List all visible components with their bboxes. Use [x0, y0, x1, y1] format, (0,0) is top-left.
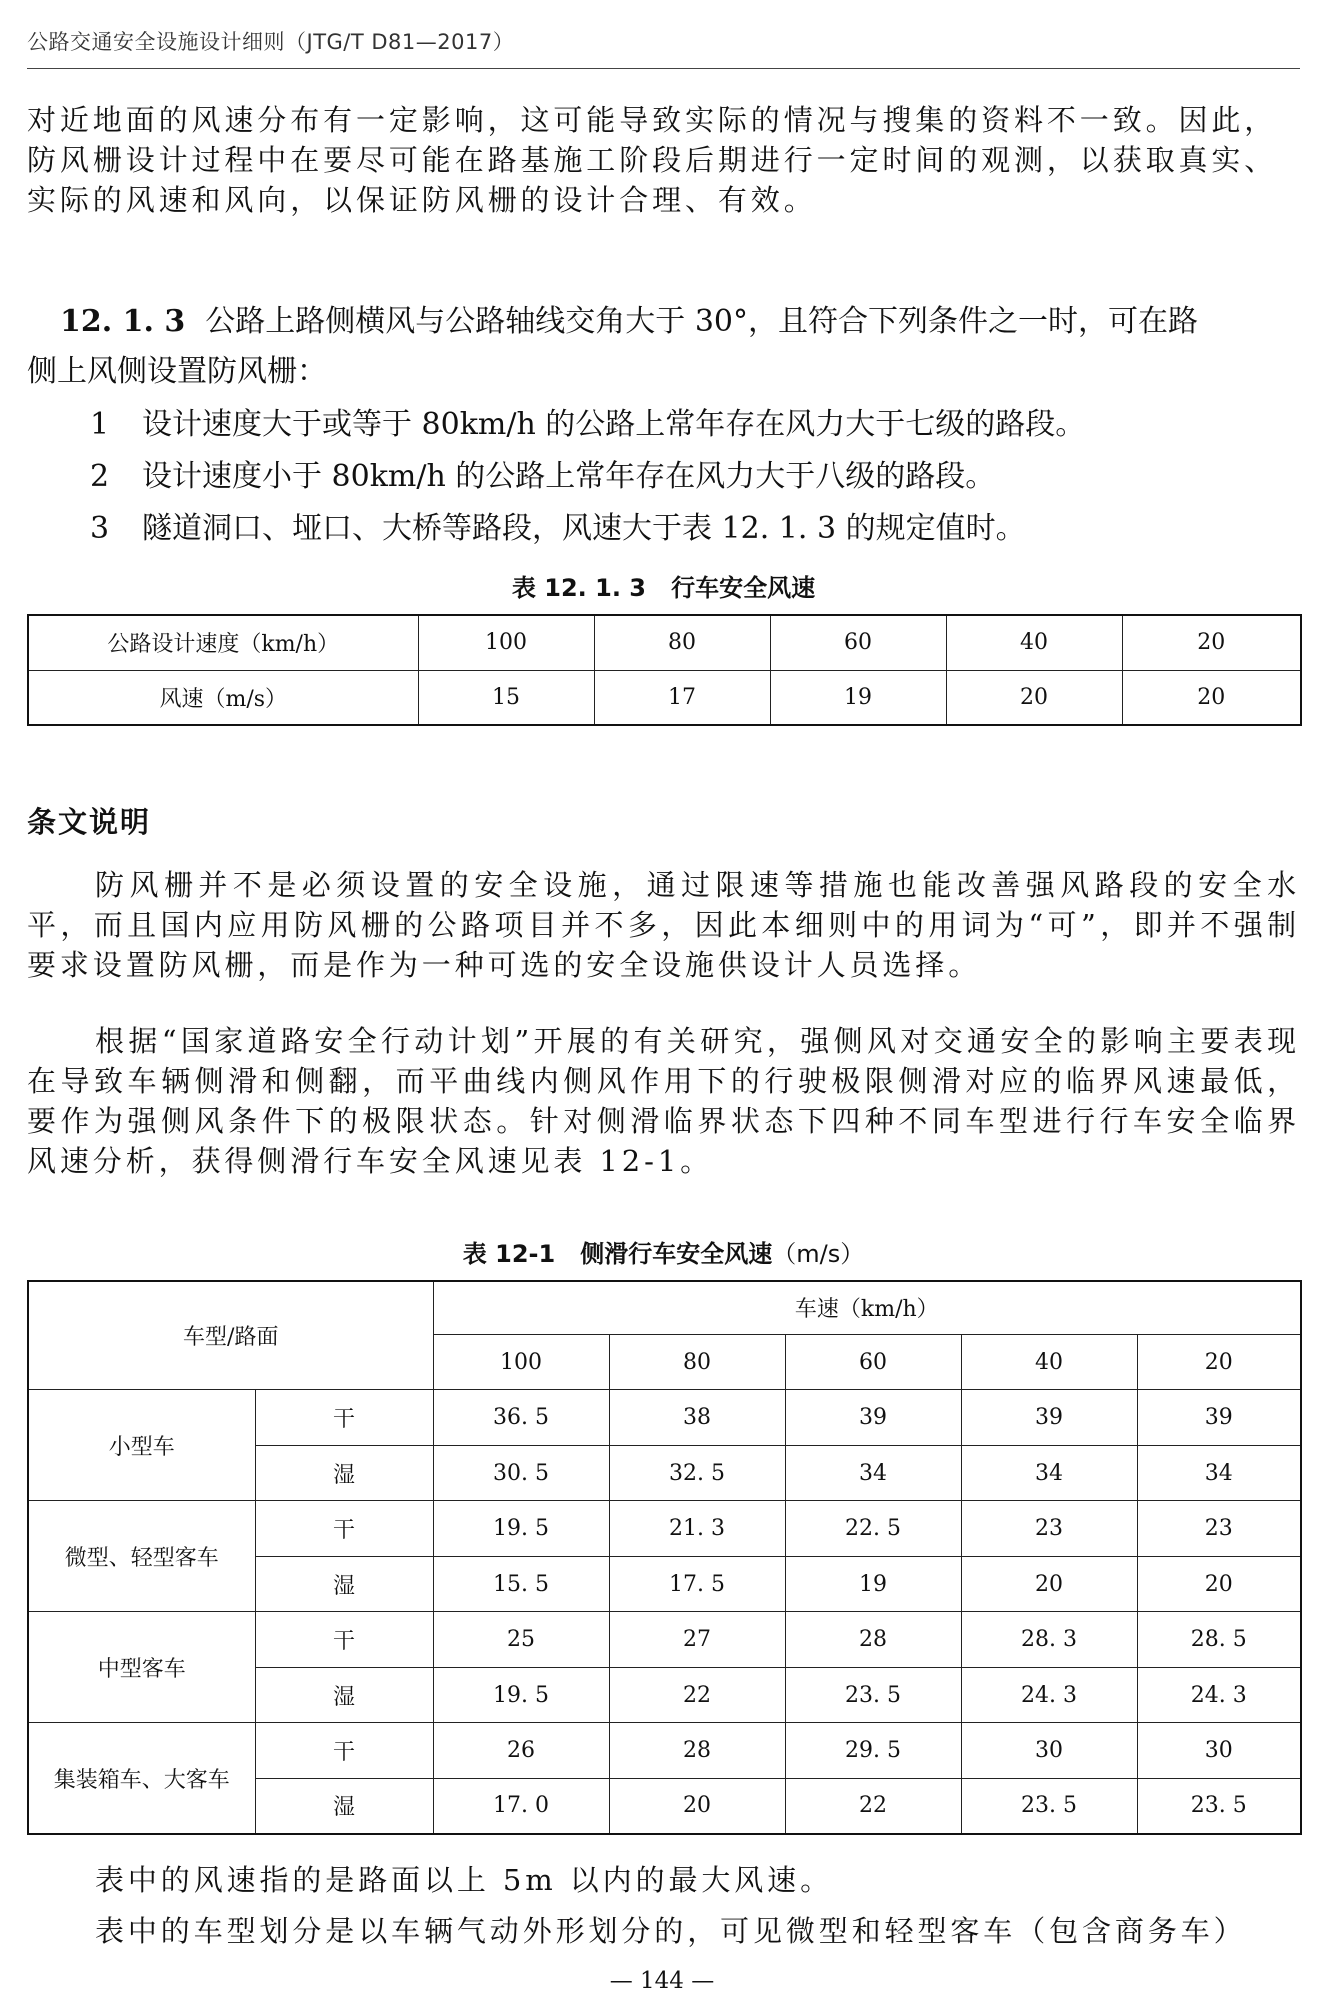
value-cell: 24. 3	[1137, 1667, 1301, 1723]
surface-cell: 湿	[255, 1556, 433, 1612]
value-cell: 25	[433, 1612, 609, 1668]
value-cell: 20	[1137, 1556, 1301, 1612]
speed-header-cell: 20	[1137, 1334, 1301, 1390]
table2-caption	[27, 1234, 1300, 1269]
value-cell: 28. 3	[961, 1612, 1137, 1668]
table2-caption-number: 表 12-1	[462, 1240, 556, 1268]
surface-cell: 湿	[255, 1778, 433, 1834]
item-number: 3	[90, 511, 110, 546]
value-cell: 39	[785, 1390, 961, 1446]
wind-cell: 20	[1122, 670, 1301, 725]
page-number: — 144 —	[609, 1968, 715, 1994]
table1-caption-title: 行车安全风速	[671, 574, 816, 602]
value-cell: 34	[961, 1445, 1137, 1501]
commentary-paragraph-2: 根据“国家道路安全行动计划”开展的有关研究，强侧风对交通安全的影响主要表现在导致车辆侧滑和侧翻，而平曲线内侧风作用下的行驶极限侧滑对应的临界风速最低，要作为强侧风条件下的极限状态。针对侧滑临界状态下四种不同车型进行行车安全临界风速分析，获得侧滑行车安全风速见表 12-1。	[27, 1024, 1300, 1178]
item-number: 1	[90, 407, 110, 442]
wind-cell: 20	[946, 670, 1122, 725]
speed-header-cell: 100	[433, 1334, 609, 1390]
clause-item	[90, 509, 1026, 549]
intro-paragraph	[27, 100, 1300, 220]
row-header-wind: 风速（m/s）	[28, 670, 418, 725]
table-header-row	[28, 1281, 1301, 1334]
table2-caption-unit: （m/s）	[772, 1240, 865, 1268]
value-cell: 38	[609, 1390, 785, 1446]
wind-cell: 19	[770, 670, 946, 725]
value-cell: 23	[961, 1501, 1137, 1557]
surface-cell: 干	[255, 1390, 433, 1446]
table-row	[28, 1390, 1301, 1446]
value-cell: 26	[433, 1723, 609, 1779]
note-line: 表中的风速指的是路面以上 5m 以内的最大风速。	[95, 1863, 833, 1897]
value-cell: 22	[609, 1667, 785, 1723]
value-cell: 24. 3	[961, 1667, 1137, 1723]
value-cell: 36. 5	[433, 1390, 609, 1446]
value-cell: 15. 5	[433, 1556, 609, 1612]
clause-item	[90, 405, 1085, 445]
speed-header-cell: 80	[609, 1334, 785, 1390]
value-cell: 23. 5	[785, 1667, 961, 1723]
speed-header-cell: 40	[961, 1334, 1137, 1390]
value-cell: 30	[1137, 1723, 1301, 1779]
value-cell: 34	[785, 1445, 961, 1501]
clause-first-line	[60, 302, 1300, 342]
item-number: 2	[90, 459, 110, 494]
surface-cell: 湿	[255, 1445, 433, 1501]
clause-text: 公路上路侧横风与公路轴线交角大于 30°，且符合下列条件之一时，可在路	[205, 304, 1198, 339]
speed-cell: 20	[1122, 615, 1301, 670]
value-cell: 21. 3	[609, 1501, 785, 1557]
value-cell: 19. 5	[433, 1501, 609, 1557]
speed-cell: 60	[770, 615, 946, 670]
wind-cell: 17	[594, 670, 770, 725]
commentary-heading: 条文说明	[27, 805, 152, 839]
vehicle-type-cell: 小型车	[28, 1390, 255, 1501]
table1-caption	[27, 568, 1300, 603]
value-cell: 27	[609, 1612, 785, 1668]
value-cell: 39	[1137, 1390, 1301, 1446]
surface-cell: 湿	[255, 1667, 433, 1723]
row-header-speed: 公路设计速度（km/h）	[28, 615, 418, 670]
value-cell: 20	[609, 1778, 785, 1834]
value-cell: 30	[961, 1723, 1137, 1779]
surface-cell: 干	[255, 1501, 433, 1557]
value-cell: 28. 5	[1137, 1612, 1301, 1668]
clause-item	[90, 457, 995, 497]
vehicle-type-cell: 微型、轻型客车	[28, 1501, 255, 1612]
value-cell: 19	[785, 1556, 961, 1612]
table2-caption-title: 侧滑行车安全风速	[580, 1240, 773, 1268]
vehicle-type-cell: 集装箱车、大客车	[28, 1723, 255, 1834]
corner-header: 车型/路面	[28, 1281, 433, 1390]
surface-cell: 干	[255, 1723, 433, 1779]
value-cell: 29. 5	[785, 1723, 961, 1779]
value-cell: 17. 0	[433, 1778, 609, 1834]
header-rule	[27, 68, 1300, 69]
value-cell: 23. 5	[961, 1778, 1137, 1834]
value-cell: 17. 5	[609, 1556, 785, 1612]
note-line: 表中的车型划分是以车辆气动外形划分的，可见微型和轻型客车（包含商务车）	[95, 1914, 1247, 1948]
value-cell: 30. 5	[433, 1445, 609, 1501]
speed-group-header: 车速（km/h）	[433, 1281, 1301, 1334]
speed-cell: 100	[418, 615, 594, 670]
table-row	[28, 670, 1301, 725]
value-cell: 32. 5	[609, 1445, 785, 1501]
value-cell: 23. 5	[1137, 1778, 1301, 1834]
clause-number: 12. 1. 3	[60, 304, 186, 339]
wind-cell: 15	[418, 670, 594, 725]
surface-cell: 干	[255, 1612, 433, 1668]
item-text: 设计速度大于或等于 80km/h 的公路上常年存在风力大于七级的路段。	[142, 407, 1086, 442]
intro-line: 防风栅设计过程中在要尽可能在路基施工阶段后期进行一定时间的观测，以获取真实、	[27, 143, 1278, 177]
speed-header-cell: 60	[785, 1334, 961, 1390]
clause-second-line: 侧上风侧设置防风栅：	[27, 354, 327, 389]
value-cell: 22	[785, 1778, 961, 1834]
table-row	[28, 615, 1301, 670]
table-row	[28, 1612, 1301, 1668]
intro-line: 实际的风速和风向，以保证防风栅的设计合理、有效。	[27, 183, 817, 217]
table1-caption-number: 表 12. 1. 3	[511, 574, 647, 602]
sideslip-wind-table	[27, 1280, 1302, 1835]
speed-cell: 80	[594, 615, 770, 670]
vehicle-type-cell: 中型客车	[28, 1612, 255, 1723]
table-row	[28, 1723, 1301, 1779]
table-row	[28, 1501, 1301, 1557]
value-cell: 28	[609, 1723, 785, 1779]
intro-line: 对近地面的风速分布有一定影响，这可能导致实际的情况与搜集的资料不一致。因此，	[27, 103, 1278, 137]
speed-cell: 40	[946, 615, 1122, 670]
value-cell: 22. 5	[785, 1501, 961, 1557]
value-cell: 34	[1137, 1445, 1301, 1501]
item-text: 隧道洞口、垭口、大桥等路段，风速大于表 12. 1. 3 的规定值时。	[142, 511, 1026, 546]
item-text: 设计速度小于 80km/h 的公路上常年存在风力大于八级的路段。	[142, 459, 996, 494]
commentary-paragraph-1: 防风栅并不是必须设置的安全设施，通过限速等措施也能改善强风路段的安全水平，而且国内应用防风栅的公路项目并不多，因此本细则中的用词为“可”，即并不强制要求设置防风栅，而是作为一种可选的安全设施供设计人员选择。	[27, 868, 1300, 982]
value-cell: 28	[785, 1612, 961, 1668]
wind-speed-table	[27, 614, 1302, 726]
value-cell: 19. 5	[433, 1667, 609, 1723]
value-cell: 39	[961, 1390, 1137, 1446]
running-header: 公路交通安全设施设计细则（JTG/T D81—2017）	[27, 30, 515, 54]
value-cell: 20	[961, 1556, 1137, 1612]
value-cell: 23	[1137, 1501, 1301, 1557]
